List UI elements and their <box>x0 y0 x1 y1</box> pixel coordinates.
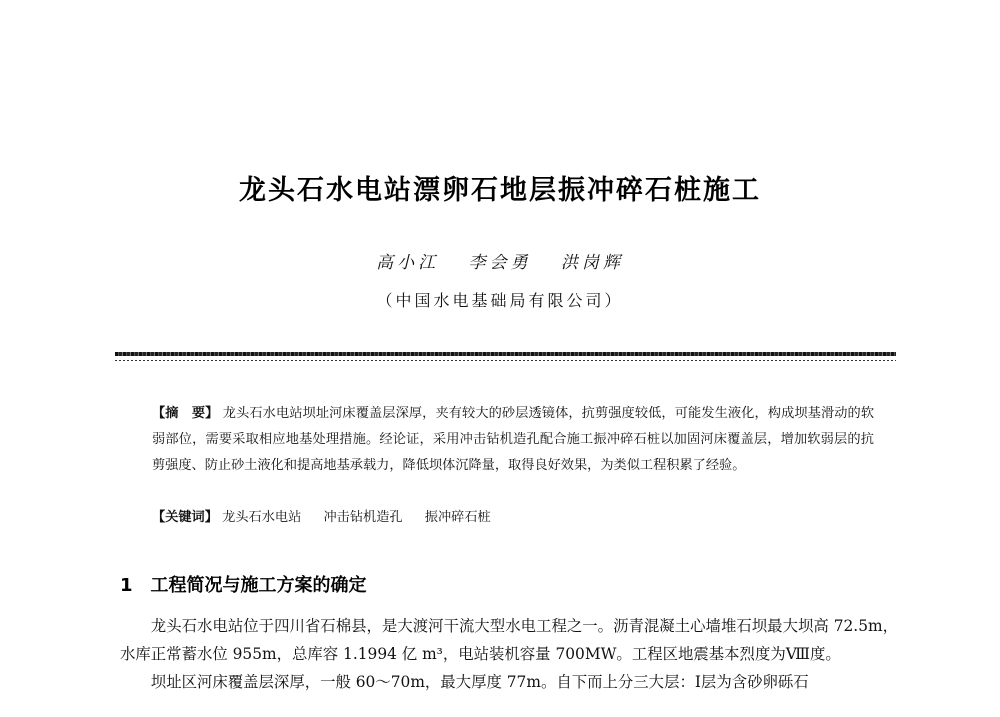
section-number: 1 <box>120 575 133 596</box>
abstract-label: 【摘 要】 <box>152 406 219 421</box>
author-list <box>0 248 1000 273</box>
keyword-item: 振冲碎石桩 <box>424 510 491 525</box>
section-heading <box>120 571 367 597</box>
body-paragraph: 坝址区河床覆盖层深厚，一般 60～70m，最大厚度 77m。自下而上分三大层：Ⅰ层为含砂卵砾石 <box>150 673 809 691</box>
author-name: 李会勇 <box>468 253 532 273</box>
abstract-text: 龙头石水电站坝址河床覆盖层深厚，夹有较大的砂层透镜体，抗剪强度较低，可能发生液化，构成坝基滑动的软弱部位，需要采取相应地基处理措施。经论证，采用冲击钻机造孔配合施工振冲碎石桩以加固河床覆盖层，增加软弱层的抗剪强度、防止砂土液化和提高地基承载力，降低坝体沉降量，取得良好效果，为类似工程积累了经验。 <box>152 406 875 473</box>
keywords-label: 【关键词】 <box>152 510 218 525</box>
body-text <box>120 612 898 696</box>
keywords-block <box>152 505 874 531</box>
section-title: 工程简况与施工方案的确定 <box>150 575 367 596</box>
keyword-item: 冲击钻机造孔 <box>323 510 403 525</box>
body-paragraph: 龙头石水电站位于四川省石棉县，是大渡河干流大型水电工程之一。沥青混凝土心墙堆石坝最大坝高 72.5m，水库正常蓄水位 955m，总库容 1.1994 亿 m³，电站装机容量 700MW。工程区地震基本烈度为Ⅷ度。 <box>120 617 898 663</box>
header-divider-thin <box>115 360 896 361</box>
author-name: 高小江 <box>376 253 440 273</box>
author-affiliation: （中国水电基础局有限公司） <box>376 291 624 310</box>
paper-title: 龙头石水电站漂卵石地层振冲碎石桩施工 <box>239 175 761 206</box>
keyword-item: 龙头石水电站 <box>222 510 302 525</box>
author-name: 洪岗辉 <box>560 253 624 273</box>
header-divider-thick <box>115 352 896 356</box>
abstract-block <box>152 401 874 479</box>
